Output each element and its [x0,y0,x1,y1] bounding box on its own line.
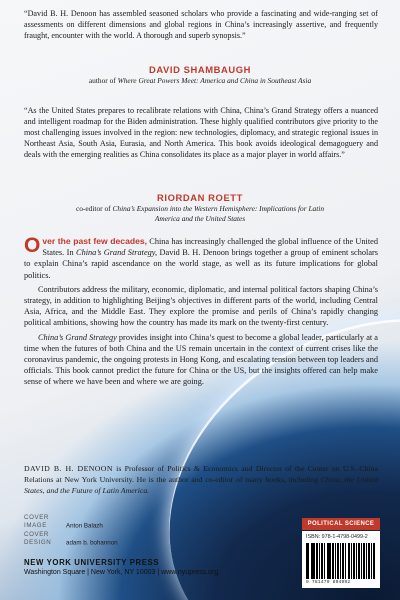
publisher-name: NEW YORK UNIVERSITY PRESS [24,558,160,567]
description-paragraph: China’s Grand Strategy provides insight into China’s quest to become a global leader, particularly at a time when the futures of both China and the US remain uncertain in the context of current crises like the coronavirus pandemic, the ongoing protests in Hong Kong, and escalating tension between top leaders and officials. This book cannot predict the future for China or the US, but the insights offered can help make sense of where we have been and where we are going. [24,332,378,387]
quote-text: “David B. H. Denoon has assembled seasoned scholars who provide a fascinating and wide-ranging set of assessments on different dimensions and global regions in China’s increasingly assertive, and frequently fraught, encounter with the world. A thorough and superb synopsis.” [24,9,378,41]
quote-2 [24,105,378,160]
quote-1 [24,8,378,41]
barcode-bar [361,543,362,579]
subject-label: POLITICAL SCIENCE [302,518,380,530]
barcode-box [302,531,380,588]
barcode-bar [335,543,336,579]
barcode-bar [313,543,314,579]
barcode-bar [366,543,367,579]
publisher-block [24,558,218,576]
credit-line: COVER IMAGE Anton Balazh [24,514,103,530]
quote-text: “As the United States prepares to recalibrate relations with China, China’s Grand Strategy offers a nuanced and intelligent roadmap for the Biden administration. These highly qualified contributors give priority to the most challenging issues involved in the region: new technologies, diplomacy, and strategic regional issues in Northeast Asia, South Asia, Eurasia, and North America. This book avoids ideological demagoguery and deals with the emerging realities as China consolidates its place as a major player in world affairs.” [24,106,378,160]
cover-credits [24,514,118,548]
barcode-bar [324,543,325,579]
quote-attribution-byline: co-editor of China’s Expansion into the Western Hemisphere: Implications for Latin America and the United States [75,204,325,223]
description-paragraph: Over the past few decades, China has increasingly challenged the global influence of the United States. In China’s Grand Strategy, David B. H. Denoon brings together a group of eminent scholars to explain China’s rapid ascendance on the world stage, as well as its future implications for global politics. [24,234,378,280]
description-paragraph: Contributors address the military, economic, diplomatic, and internal political factors shaping China’s strategy, in addition to highlighting Beijing’s objectives in different parts of the world, including Central Asia, Africa, and the Middle East. They explore the promise and perils of China’s rapidly changing political ambitions, showing how the country has made its mark on the twenty-first century. [24,284,378,328]
credit-line: COVER DESIGN adam b. bohannon [24,530,118,547]
quote-attribution-name: DAVID SHAMBAUGH [148,64,252,75]
description [24,236,378,391]
barcode-bar [371,543,372,579]
barcode-bar [317,543,318,579]
barcode-bar [329,543,330,579]
quote-attribution-byline: author of Where Great Powers Meet: America and China in Southeast Asia [88,76,312,85]
barcode-bar [322,543,323,579]
drop-cap: O [24,234,41,257]
quote-attribution-name: RIORDAN ROETT [157,192,243,203]
barcode-bar [345,543,346,579]
barcode-digits: 9 781479 804992 [306,579,351,585]
isbn-text: ISBN: 978-1-4798-0499-2 [306,534,368,540]
barcode-bar [308,543,309,579]
barcode-bar [338,543,339,579]
publisher-address: Washington Square | New York, NY 10003 | www.nyupress.org [24,569,219,576]
barcode [306,543,376,579]
author-bio: DAVID B. H. DENOON is Professor of Politics & Economics and Director of the Center on U.S.-China Relations at New York University. He is the author and co-editor of many books, including China, the United States, and the Future of Latin America. [24,464,378,495]
